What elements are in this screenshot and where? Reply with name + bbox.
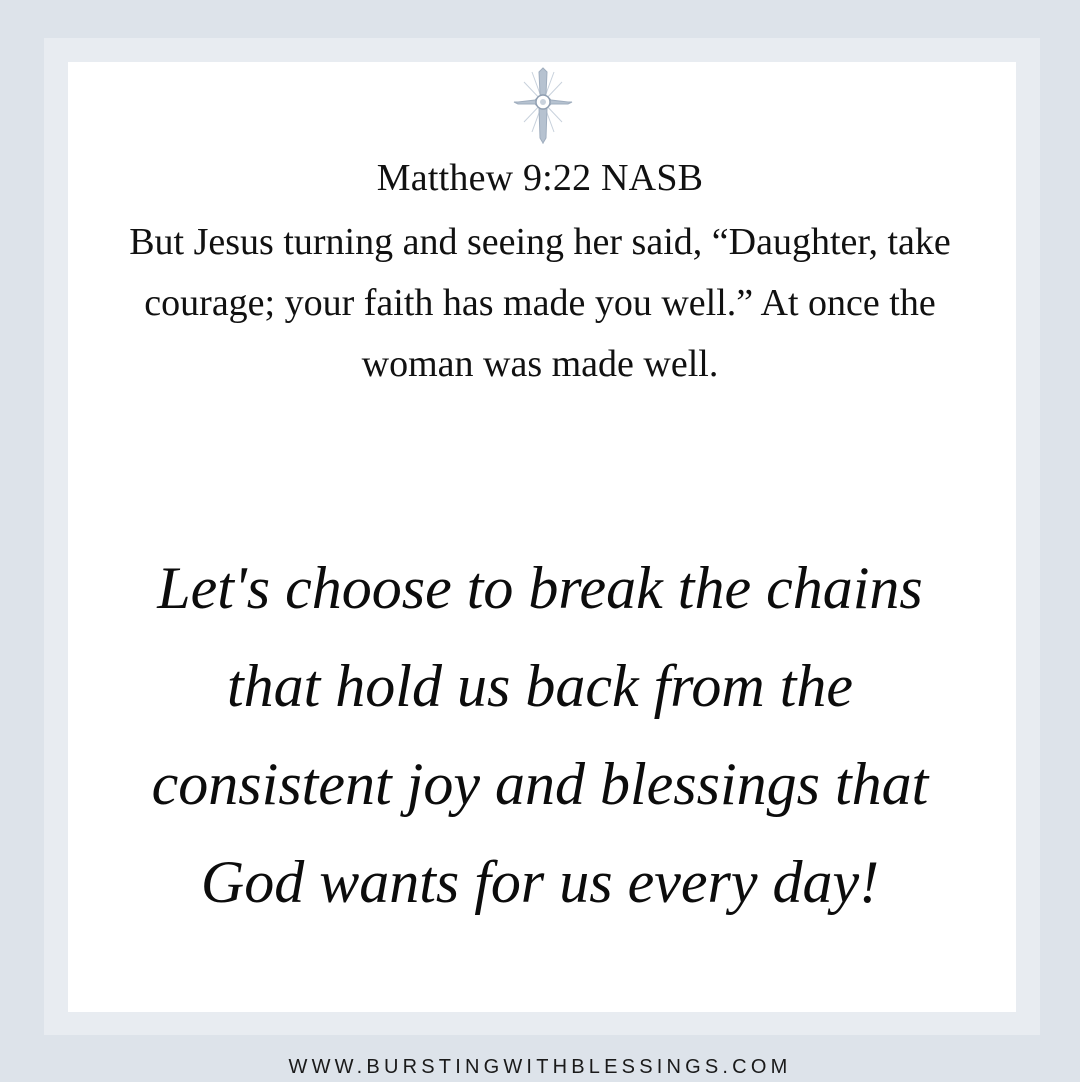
cross-icon: [508, 66, 578, 146]
verse-text: But Jesus turning and seeing her said, “Daughter, take courage; your faith has made you well.” At once the woman was made well.: [129, 221, 951, 385]
website-url[interactable]: WWW.BURSTINGWITHBLESSINGS.COM: [288, 1056, 792, 1078]
inspirational-message: Let's choose to break the chains that hold us back from the consistent joy and blessings that God wants for us every day!: [151, 555, 929, 915]
verse-reference: Matthew 9:22 NASB: [376, 157, 704, 199]
